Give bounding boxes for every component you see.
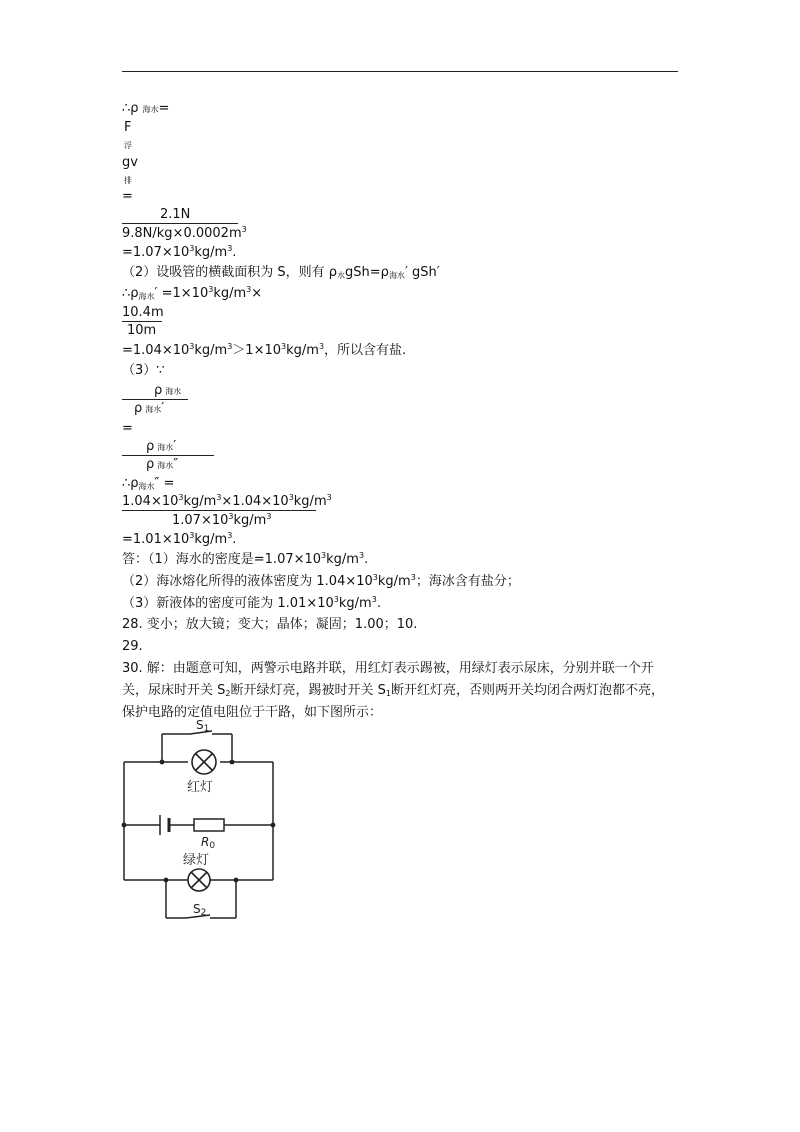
r0-label: R0 xyxy=(201,835,216,851)
red-lamp-label: 红灯 xyxy=(187,780,214,795)
battery-icon xyxy=(160,815,169,835)
frac5-denominator: ρ海水″ xyxy=(146,457,179,472)
question-30-line-3: 保护电路的定值电阻位于干路，如下图所示： xyxy=(122,705,383,720)
red-lamp-icon xyxy=(192,750,216,774)
s2-label: S2 xyxy=(193,902,207,918)
frac6-numerator: $1.04\times 10^3kg/m^3\times 1.04\times 10^3kg/m^3$ xyxy=(122,493,332,509)
frac3-numerator: 10.4m xyxy=(122,305,164,320)
junction-dot xyxy=(160,760,165,765)
frac5-numerator: ρ海水′ xyxy=(146,439,177,454)
frac2-numerator: 2.1N xyxy=(160,207,191,222)
answer-line-1: 答：（1）海水的密度是$=1.07\times 10^3kg/m^3$. xyxy=(122,551,369,567)
line-rho-seawater: ∴ρ 海水= xyxy=(122,101,170,116)
frac6-denominator: $1.07\times 10^3kg/m^3$ xyxy=(172,512,272,528)
result-line-1: $=1.07\times 10^3kg/m^3$. xyxy=(122,244,237,260)
frac3-denominator: 10m xyxy=(127,323,157,338)
question-29-answer: 29. xyxy=(122,639,143,654)
result-line-2: $=1.04\times 10^3kg/m^3>1\times 10^3kg/m^3$，所以含有盐. xyxy=(122,342,407,358)
green-lamp-icon xyxy=(188,869,210,891)
frac1-denominator-sub: 排 xyxy=(124,176,132,185)
frac1-numerator-sub: 浮 xyxy=(124,141,132,150)
resistor-r0-icon xyxy=(194,819,224,831)
junction-dot xyxy=(230,760,235,765)
frac4-denominator: ρ海水′ xyxy=(134,401,165,416)
part3-line-2: $\therefore\rho_{海水}''$ = xyxy=(122,476,175,491)
equals-sign: = xyxy=(122,189,133,204)
junction-dot xyxy=(234,878,239,883)
frac1-numerator: F xyxy=(124,120,132,135)
frac1-denominator: gv xyxy=(122,155,138,170)
answer-line-2: （2）海冰熔化所得的液体密度为 $1.04\times 10^3kg/m^3$；海冰含有盐分； xyxy=(122,573,520,589)
frac2-denominator: $9.8N/kg\times 0.0002m^3$ xyxy=(122,225,247,241)
equals-sign: = xyxy=(122,421,133,436)
s1-label: S1 xyxy=(196,718,210,734)
question-28-answer: 28. 变小；放大镜；变大；晶体；凝固；1.00；10. xyxy=(122,617,418,632)
frac4-numerator: ρ海水 xyxy=(154,383,182,398)
part2-line-2: $\therefore\rho_{海水}' =1\times 10^3kg/m^3\times$ xyxy=(122,285,263,301)
junction-dot xyxy=(164,878,169,883)
result-line-3: $=1.01\times 10^3kg/m^3$. xyxy=(122,531,237,547)
green-lamp-label: 绿灯 xyxy=(183,853,210,868)
question-30-line-2: 关，尿床时开关 $S_2$断开绿灯亮，踢被时开关 $S_1$断开红灯亮，否则两开关均闭合两灯泡都不亮， xyxy=(122,683,664,698)
part2-line-1: （2）设吸管的横截面积为 S，则有 $\rho_水gSh=\rho_{海水}'$ gSh′ xyxy=(122,265,440,280)
junction-dot xyxy=(122,823,127,828)
question-30-line-1: 30. 解：由题意可知，两警示电路并联，用红灯表示踢被，用绿灯表示尿床，分别并联一个开 xyxy=(122,661,654,676)
junction-dot xyxy=(271,823,276,828)
part3-line-1: （3）∵ xyxy=(122,363,165,378)
answer-line-3: （3）新液体的密度可能为 $1.01\times 10^3kg/m^3$. xyxy=(122,595,381,611)
